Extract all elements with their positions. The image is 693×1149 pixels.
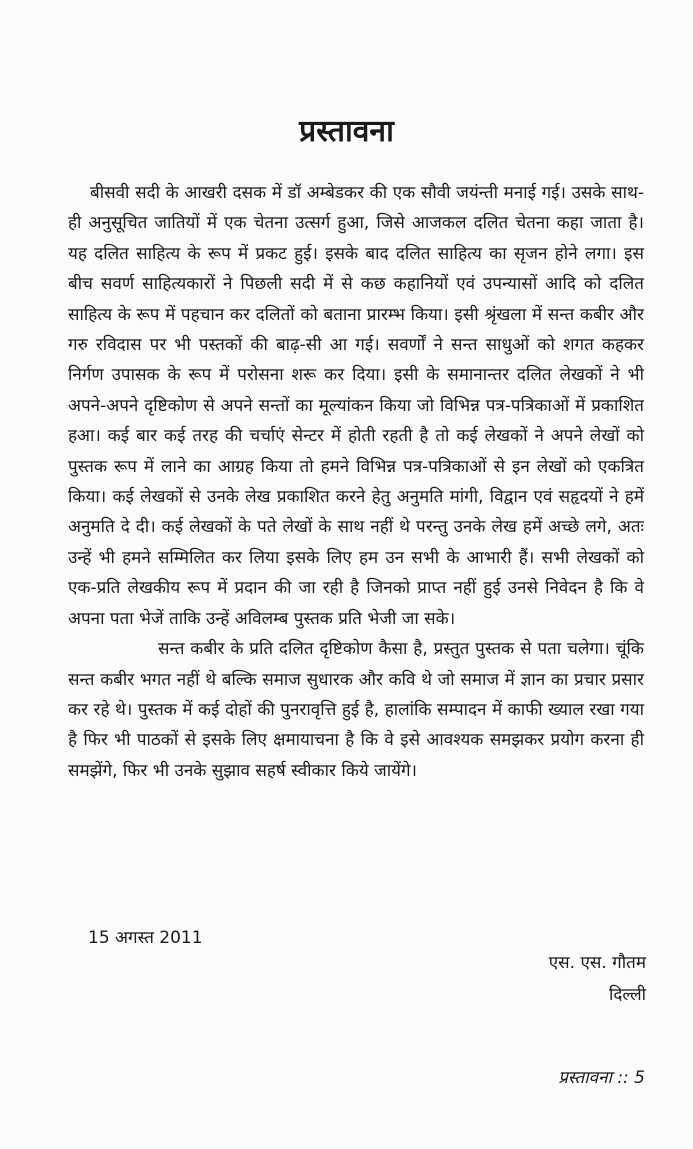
paragraph-2: सन्त कबीर के प्रति दलित दृष्टिकोण कैसा है, प्रस्तुत पुस्तक से पता चलेगा। चूंकि सन्त कबीर भगत नहीं थे बल्कि समाज सुधारक और कवि थे जो समाज में ज्ञान का प्रचार प्रसार कर रहे थे। पुस्तक में कई दोहों की पुनरावृत्ति हुई है, हालांकि सम्पादन में काफी ख्याल रखा गया है फिर भी पाठकों से इसके लिए क्षमायाचना है कि वे इसे आवश्यक समझकर प्रयोग करना ही समझेंगे, फिर भी उनके सुझाव सहर्ष स्वीकार किये जायेंगे। [68, 639, 644, 781]
author-name: एस. एस. गौतम [548, 953, 646, 973]
body-text [68, 178, 644, 786]
author-city: दिल्ली [608, 985, 646, 1005]
date: 15 अगस्त 2011 [88, 928, 203, 948]
paragraph-1: बीसवी सदी के आखरी दसक में डॉ अम्बेडकर की एक सौवी जयंन्ती मनाई गई। उसके साथ-ही अनुसूचित जातियों में एक चेतना उत्सर्ग हुआ, जिसे आजकल दलित चेतना कहा जाता है। यह दलित साहित्य के रूप में प्रकट हुई। इसके बाद दलित साहित्य का सृजन होने लगा। इस बीच सवर्ण साहित्यकारों ने पिछली सदी में से कछ कहानियों एवं उपन्यासों आदि को दलित साहित्य के रूप में पहचान कर दलितों को बताना प्रारम्भ किया। इसी श्रृंखला में सन्त कबीर और गरु रविदास पर भी पस्तकों की बाढ़-सी आ गई। सवर्णों ने सन्त साधुओं को शगत कहकर निर्गण उपासक के रूप में परोसना शरू कर दिया। इसी के समानान्तर दलित लेखकों ने भी अपने-अपने दृष्टिकोण से अपने सन्तों का मूल्यांकन किया जो विभिन्न पत्र-पत्रिकाओं में प्रकाशित हआ। कई बार कई तरह की चर्चाएं सेन्टर में होती रहती है तो कई लेखकों ने अपने लेखों को पुस्तक रूप में लाने का आग्रह किया तो हमने विभिन्न पत्र-पत्रिकाओं से इन लेखों को एकत्रित किया। कई लेखकों से उनके लेख प्रकाशित करने हेतु अनुमति मांगी, विद्वान एवं सहृदयों ने हमें अनुमति दे दी। कई लेखकों के पते लेखों के साथ नहीं थे परन्तु उनके लेख हमें अच्छे लगे, अतः उन्हें भी हमने सम्मिलित कर लिया इसके लिए हम उन सभी के आभारी हैं। सभी लेखकों को एक-प्रति लेखकीय रूप में प्रदान की जा रही है जिनको प्राप्त नहीं हुई उनसे निवेदन है कि वे अपना पता भेजें ताकि उन्हें अविलम्ब पुस्तक प्रति भेजी जा सके। [68, 183, 644, 629]
page-title: प्रस्तावना [299, 114, 394, 149]
page-footer: प्रस्तावना :: 5 [558, 1068, 645, 1088]
